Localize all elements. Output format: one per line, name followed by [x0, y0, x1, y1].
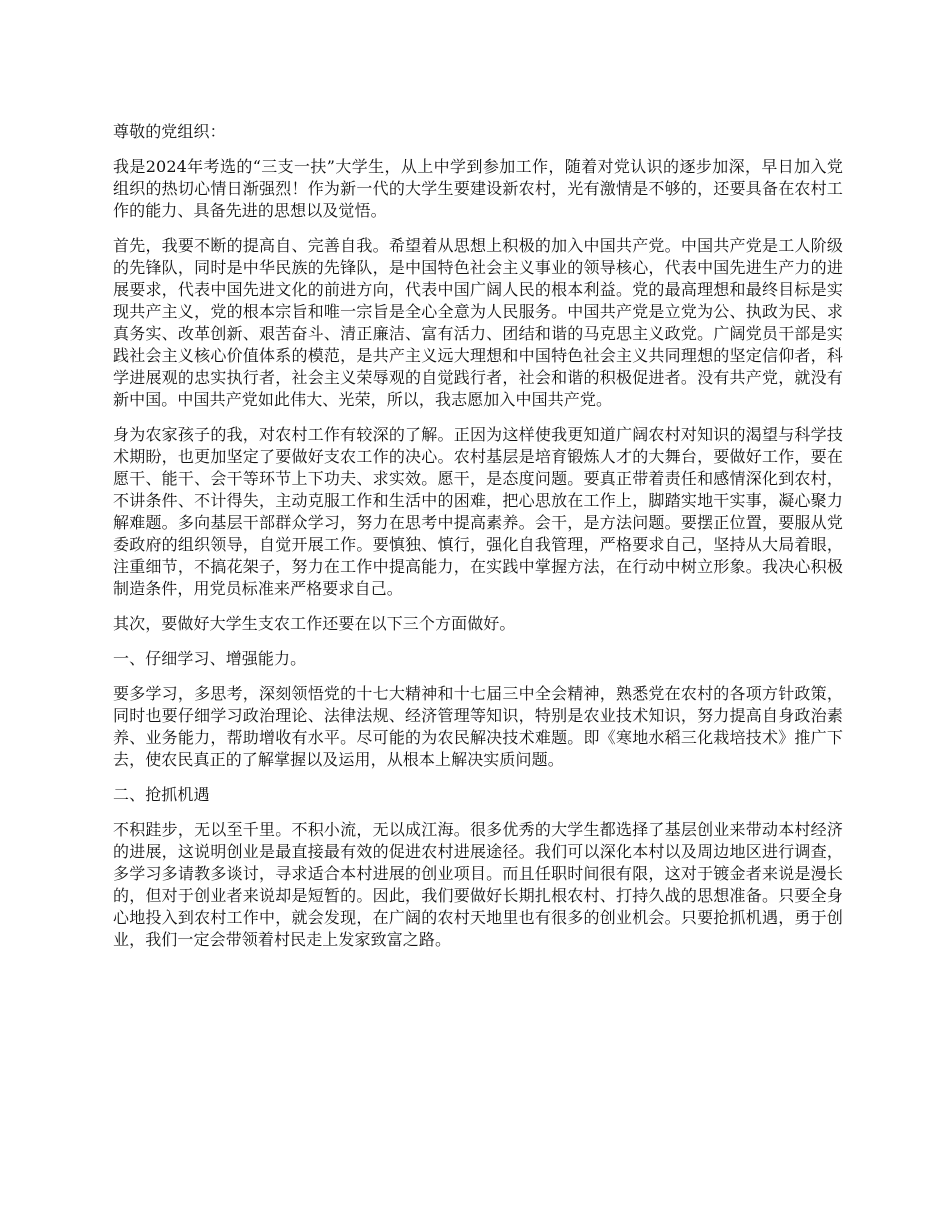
paragraph-first: 首先，我要不断的提高自、完善自我。希望着从思想上积极的加入中国共产党。中国共产党是工人阶级的先锋队，同时是中华民族的先锋队，是中国特色社会主义事业的领导核心，代表中国先进生产力的进展要求，代表中国先进文化的前进方向，代表中国广阔人民的根本利益。党的最高理想和最终目标是实现共产主义，党的根本宗旨和唯一宗旨是全心全意为人民服务。中国共产党是立党为公、执政为民、求真务实、改革创新、艰苦奋斗、清正廉洁、富有活力、团结和谐的马克思主义政党。广阔党员干部是实践社会主义核心价值体系的模范，是共产主义远大理想和中国特色社会主义共同理想的坚定信仰者，科学进展观的忠实执行者，社会主义荣辱观的自觉践行者，社会和谐的积极促进者。没有共产党，就没有新中国。中国共产党如此伟大、光荣，所以，我志愿加入中国共产党。: [113, 236, 843, 409]
paragraph-second: 其次，要做好大学生支农工作还要在以下三个方面做好。: [113, 614, 516, 633]
paragraph-intro: 我是2024年考选的“三支一扶”大学生，从上中学到参加工作，随着对党认识的逐步加深，早日加入党组织的热切心情日渐强烈！作为新一代的大学生要建设新农村，光有激情是不够的，还要具备在农村工作的能力、具备先进的思想以及觉悟。: [113, 157, 843, 220]
section-heading-1: 一、仔细学习、增强能力。: [113, 649, 307, 668]
document-body: [113, 121, 843, 964]
salutation: 尊敬的党组织：: [113, 122, 226, 141]
section-body-2: 不积跬步，无以至千里。不积小流，无以成江海。很多优秀的大学生都选择了基层创业来带动本村经济的进展，这说明创业是最直接最有效的促进农村进展途径。我们可以深化本村以及周边地区进行调查，多学习多请教多谈讨，寻求适合本村进展的创业项目。而且任职时间很有限，这对于镀金者来说是漫长的，但对于创业者来说却是短暂的。因此，我们要做好长期扎根农村、打持久战的思想准备。只要全身心地投入到农村工作中，就会发现，在广阔的农村天地里也有很多的创业机会。只要抢抓机遇，勇于创业，我们一定会带领着村民走上发家致富之路。: [113, 820, 843, 949]
section-body-1: 要多学习，多思考，深刻领悟党的十七大精神和十七届三中全会精神，熟悉党在农村的各项方针政策，同时也要仔细学习政治理论、法律法规、经济管理等知识，特别是农业技术知识，努力提高自身政治素养、业务能力，帮助增收有水平。尽可能的为农民解决技术难题。即《寒地水稻三化栽培技术》推广下去，使农民真正的了解掌握以及运用，从根本上解决实质问题。: [113, 684, 843, 769]
paragraph-rural: 身为农家孩子的我，对农村工作有较深的了解。正因为这样使我更知道广阔农村对知识的渴望与科学技术期盼，也更加坚定了要做好支农工作的决心。农村基层是培育锻炼人才的大舞台，要做好工作，要在愿干、能干、会干等环节上下功夫、求实效。愿干，是态度问题。要真正带着责任和感情深化到农村，不讲条件、不计得失，主动克服工作和生活中的困难，把心思放在工作上，脚踏实地干实事，凝心聚力解难题。多向基层干部群众学习，努力在思考中提高素养。会干，是方法问题。要摆正位置，要服从党委政府的组织领导，自觉开展工作。要慎独、慎行，强化自我管理，严格要求自己，坚持从大局着眼，注重细节，不搞花架子，努力在工作中提高能力，在实践中掌握方法，在行动中树立形象。我决心积极制造条件，用党员标准来严格要求自己。: [113, 425, 843, 598]
section-heading-2: 二、抢抓机遇: [113, 785, 210, 804]
